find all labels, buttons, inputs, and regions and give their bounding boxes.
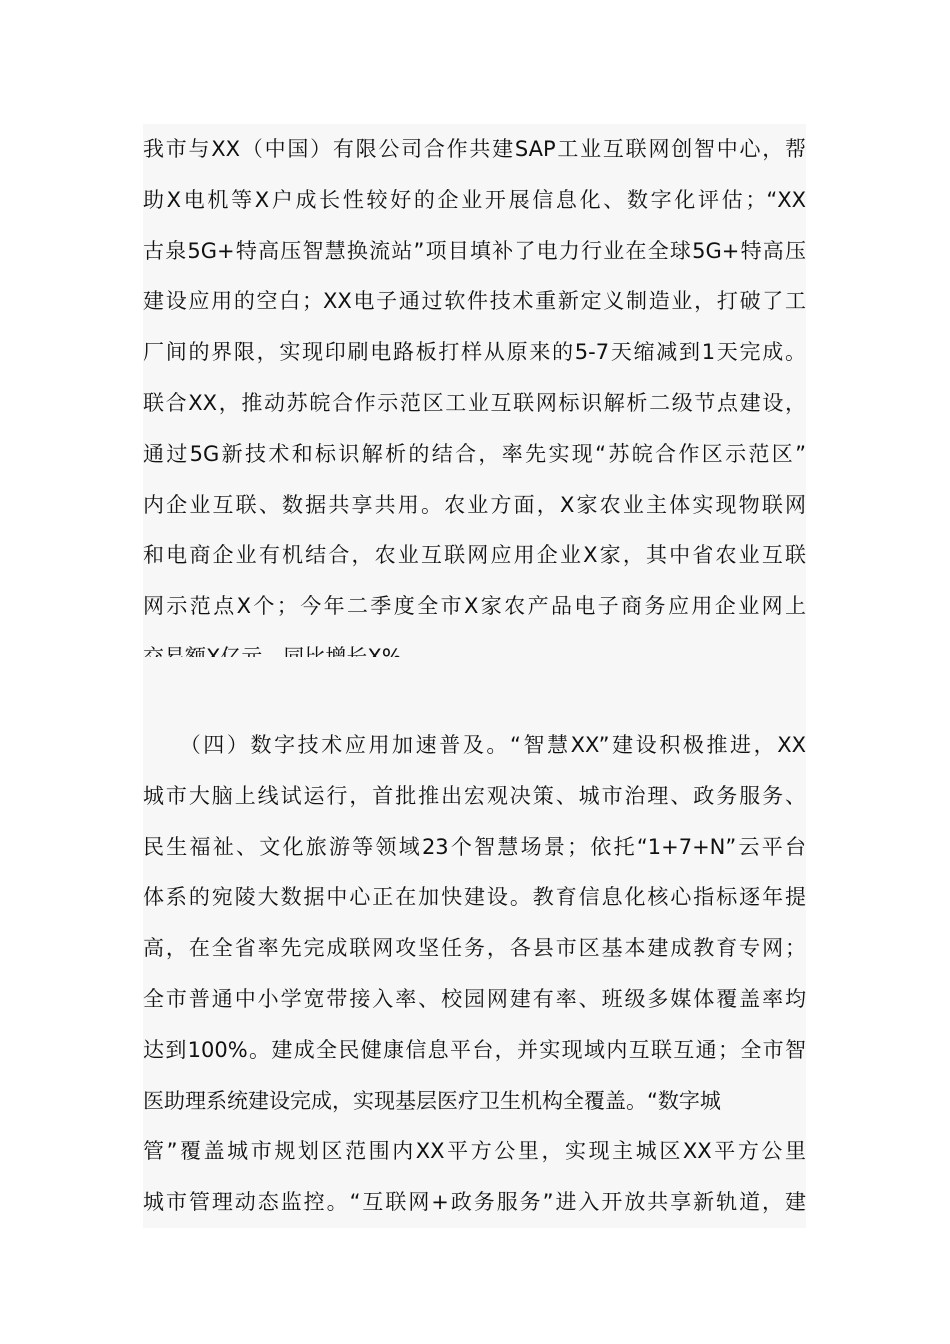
paragraph-2-line: 城市大脑上线试运行，首批推出宏观决策、城市治理、政务服务、 bbox=[143, 783, 806, 808]
paragraph-1-line: 联合XX，推动苏皖合作示范区工业互联网标识解析二级节点建设， bbox=[143, 390, 806, 415]
paragraph-2-line: 民生福祉、文化旅游等领域23个智慧场景；依托“1+7+N”云平台 bbox=[143, 834, 806, 859]
paragraph-1-line: 网示范点X个；今年二季度全市X家农产品电子商务应用企业网上 bbox=[143, 594, 806, 619]
paragraph-2-line: 达到100%。建成全民健康信息平台，并实现域内互联互通；全市智 bbox=[143, 1037, 806, 1062]
paragraph-gap bbox=[143, 657, 806, 720]
paragraph-1 bbox=[143, 124, 806, 683]
paragraph-1-line: 内企业互联、数据共享共用。农业方面，X家农业主体实现物联网 bbox=[143, 492, 806, 517]
paragraph-1-line: 我市与XX（中国）有限公司合作共建SAP工业互联网创智中心，帮 bbox=[143, 137, 806, 161]
paragraph-2-line: 全市普通中小学宽带接入率、校园网建有率、班级多媒体覆盖率均 bbox=[143, 986, 806, 1011]
paragraph-2-line: 管”覆盖城市规划区范围内XX平方公里，实现主城区XX平方公里 bbox=[143, 1139, 806, 1164]
paragraph-1-line: 通过5G新技术和标识解析的结合，率先实现“苏皖合作区示范区” bbox=[143, 441, 806, 466]
paragraph-2-line: 高，在全省率先完成联网攻坚任务，各县市区基本建成教育专网； bbox=[143, 936, 806, 961]
paragraph-2 bbox=[143, 720, 806, 1228]
paragraph-2-line: （四）数字技术应用加速普及。“智慧XX”建设积极推进，XX bbox=[143, 733, 806, 757]
paragraph-1-line: 建设应用的空白；XX电子通过软件技术重新定义制造业，打破了工 bbox=[143, 289, 806, 314]
paragraph-2-line: 医助理系统建设完成，实现基层医疗卫生机构全覆盖。“数字城 bbox=[143, 1088, 721, 1113]
paragraph-2-line: 城市管理动态监控。“互联网+政务服务”进入开放共享新轨道，建 bbox=[143, 1190, 806, 1215]
paragraph-1-line: 古泉5G+特高压智慧换流站”项目填补了电力行业在全球5G+特高压 bbox=[143, 238, 806, 263]
paragraph-1-line: 厂间的界限，实现印刷电路板打样从原来的5-7天缩减到1天完成。 bbox=[143, 340, 806, 365]
paragraph-1-line: 助X电机等X户成长性较好的企业开展信息化、数字化评估；“XX bbox=[143, 187, 806, 212]
paragraph-1-line: 和电商企业有机结合，农业互联网应用企业X家，其中省农业互联 bbox=[143, 543, 806, 568]
paragraph-2-line: 体系的宛陵大数据中心正在加快建设。教育信息化核心指标逐年提 bbox=[143, 885, 806, 910]
